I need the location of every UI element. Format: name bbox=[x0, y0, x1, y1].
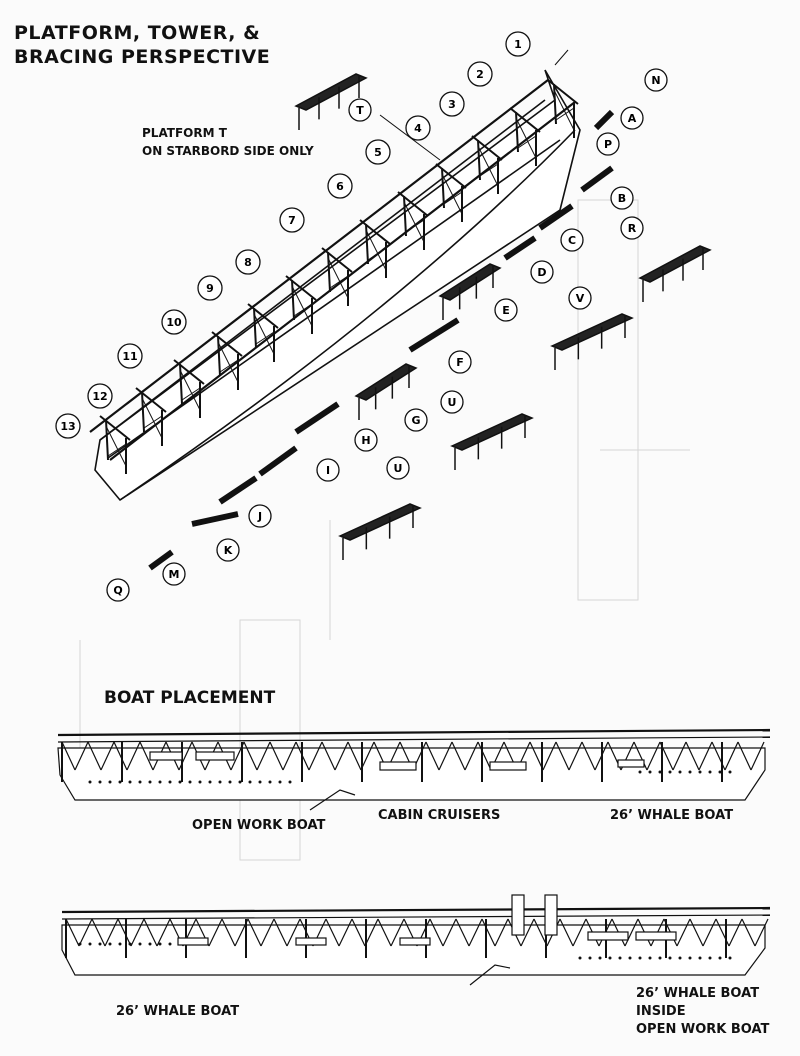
svg-text:K: K bbox=[223, 544, 233, 557]
caption-cabin-cruisers: CABIN CRUISERS bbox=[378, 808, 501, 823]
platform-note-line1: PLATFORM T bbox=[142, 126, 227, 140]
svg-text:9: 9 bbox=[206, 282, 214, 295]
page-title-line1: PLATFORM, TOWER, & bbox=[14, 22, 261, 44]
side-view-bottom bbox=[62, 895, 770, 985]
svg-text:8: 8 bbox=[244, 256, 252, 269]
svg-text:2: 2 bbox=[476, 68, 484, 81]
platform-piece-top-right bbox=[640, 246, 710, 302]
platform-piece-f bbox=[356, 364, 416, 420]
part-label-n-0 bbox=[645, 69, 667, 91]
caption-whale-boat-bottom-left: 26’ WHALE BOAT bbox=[116, 1004, 240, 1019]
svg-text:R: R bbox=[627, 222, 637, 235]
svg-text:G: G bbox=[411, 414, 421, 427]
caption-open-work-boat: OPEN WORK BOAT bbox=[192, 818, 326, 833]
side-view-top bbox=[58, 730, 770, 810]
part-label-j-15 bbox=[249, 505, 271, 527]
part-label-e-8 bbox=[495, 299, 517, 321]
beam-k bbox=[192, 514, 238, 524]
tower-number-11 bbox=[118, 344, 142, 368]
caption-inside: INSIDE bbox=[636, 1004, 686, 1019]
beam-h bbox=[296, 404, 338, 432]
beam-j bbox=[220, 478, 256, 502]
beam-f bbox=[410, 320, 458, 350]
part-label-c-5 bbox=[561, 229, 583, 251]
svg-text:Q: Q bbox=[113, 584, 123, 597]
caption-whale-boat-top: 26’ WHALE BOAT bbox=[610, 808, 734, 823]
part-label-t-19 bbox=[349, 99, 371, 121]
svg-text:4: 4 bbox=[414, 122, 422, 135]
part-label-k-16 bbox=[217, 539, 239, 561]
svg-text:C: C bbox=[567, 234, 577, 247]
part-label-m-17 bbox=[163, 563, 185, 585]
tower-number-3 bbox=[440, 92, 464, 116]
beam-a bbox=[596, 112, 612, 128]
beam-i bbox=[260, 448, 296, 474]
svg-text:13: 13 bbox=[60, 420, 76, 433]
svg-text:J: J bbox=[257, 510, 263, 523]
part-label-a-1 bbox=[621, 107, 643, 129]
page-title-line2: BRACING PERSPECTIVE bbox=[14, 46, 271, 68]
part-label-d-6 bbox=[531, 261, 553, 283]
svg-text:H: H bbox=[361, 434, 371, 447]
caption-open-work-boat-inside: OPEN WORK BOAT bbox=[636, 1022, 770, 1037]
svg-text:M: M bbox=[168, 568, 180, 581]
svg-text:N: N bbox=[651, 74, 661, 87]
tower-number-8 bbox=[236, 250, 260, 274]
part-label-b-3 bbox=[611, 187, 633, 209]
svg-text:10: 10 bbox=[166, 316, 182, 329]
part-label-r-4 bbox=[621, 217, 643, 239]
tower-number-6 bbox=[328, 174, 352, 198]
svg-text:T: T bbox=[356, 104, 364, 117]
svg-text:7: 7 bbox=[288, 214, 296, 227]
svg-text:3: 3 bbox=[448, 98, 456, 111]
svg-text:12: 12 bbox=[92, 390, 108, 403]
tower-number-13 bbox=[56, 414, 80, 438]
svg-text:6: 6 bbox=[336, 180, 344, 193]
svg-text:B: B bbox=[617, 192, 627, 205]
tower-number-4 bbox=[406, 116, 430, 140]
section-title-boat-placement: BOAT PLACEMENT bbox=[104, 688, 276, 708]
svg-text:U: U bbox=[393, 462, 403, 475]
part-label-v-7 bbox=[569, 287, 591, 309]
svg-text:5: 5 bbox=[374, 146, 382, 159]
svg-text:V: V bbox=[575, 292, 585, 305]
svg-text:11: 11 bbox=[122, 350, 138, 363]
platform-piece-u-upper bbox=[452, 414, 532, 470]
tower-number-2 bbox=[468, 62, 492, 86]
beam-b bbox=[582, 168, 612, 190]
tower-number-1 bbox=[506, 32, 530, 56]
platform-note-line2: ON STARBORD SIDE ONLY bbox=[142, 144, 314, 158]
part-label-f-9 bbox=[449, 351, 471, 373]
svg-text:A: A bbox=[627, 112, 637, 125]
part-label-q-18 bbox=[107, 579, 129, 601]
platform-piece-v bbox=[552, 314, 632, 370]
part-label-u-10 bbox=[441, 391, 463, 413]
svg-text:P: P bbox=[603, 138, 613, 151]
part-label-u-14 bbox=[387, 457, 409, 479]
part-label-g-11 bbox=[405, 409, 427, 431]
svg-text:U: U bbox=[447, 396, 457, 409]
tower-number-9 bbox=[198, 276, 222, 300]
part-label-i-13 bbox=[317, 459, 339, 481]
tower-number-12 bbox=[88, 384, 112, 408]
svg-text:1: 1 bbox=[514, 38, 522, 51]
tower-number-10 bbox=[162, 310, 186, 334]
part-label-p-2 bbox=[597, 133, 619, 155]
part-label-h-12 bbox=[355, 429, 377, 451]
svg-text:F: F bbox=[456, 356, 464, 369]
svg-text:I: I bbox=[325, 464, 331, 477]
svg-text:D: D bbox=[537, 266, 547, 279]
caption-whale-boat-bottom-right: 26’ WHALE BOAT bbox=[636, 986, 760, 1001]
platform-piece-u-lower bbox=[340, 504, 420, 560]
svg-text:E: E bbox=[502, 304, 510, 317]
tower-number-7 bbox=[280, 208, 304, 232]
tower-number-5 bbox=[366, 140, 390, 164]
